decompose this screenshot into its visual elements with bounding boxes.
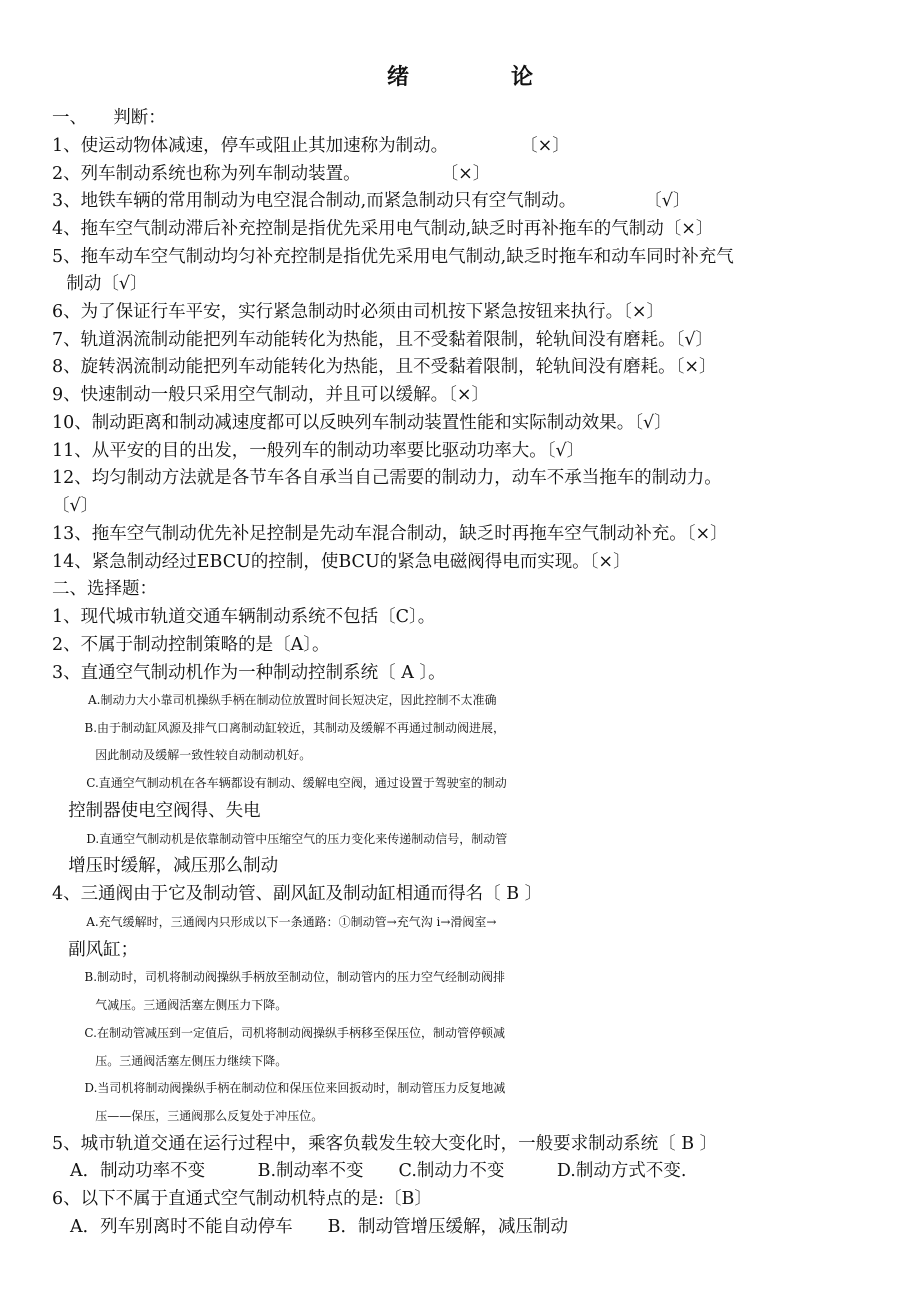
line-text: A.制动力大小靠司机操纵手柄在制动位放置时间长短决定，因此控制不太准确 [88,693,497,707]
text-line [52,326,882,354]
text-line [86,769,916,797]
line-text: A．列车别离时不能自动停车 B．制动管增压缓解，减压制动 [70,1217,568,1237]
line-text: D.直通空气制动机是依靠制动管中压缩空气的压力变化来传递制动信号，制动管 [86,832,508,846]
line-text: 13、拖车空气制动优先补足控制是先动车混合制动，缺乏时再拖车空气制动补充。〔×〕 [52,524,728,544]
answer-mark: 〔×〕 [520,136,570,156]
text-line [52,160,882,188]
line-text: 因此制动及缓解一致性较自动制动机好。 [95,748,312,762]
text-line [84,1074,914,1102]
line-text: 一、 判断： [52,108,166,128]
line-text: 2、不属于制动控制策略的是〔A〕。 [52,635,330,655]
line-text: D.当司机将制动阀操纵手柄在制动位和保压位来回扳动时，制动管压力反复地减 [84,1081,506,1095]
line-text: 14、紧急制动经过EBCU的控制，使BCU的紧急电磁阀得电而实现。〔×〕 [52,552,631,572]
line-text: C.在制动管减压到一定值后，司机将制动阀操纵手柄移至保压位，制动管停顿减 [84,1026,505,1040]
line-text: 压。三通阀活塞左侧压力继续下降。 [95,1054,288,1068]
text-line [52,298,882,326]
text-line [52,381,882,409]
line-text: 1、现代城市轨道交通车辆制动系统不包括〔C〕。 [52,607,436,627]
line-text: 10、制动距离和制动减速度都可以反映列车制动装置性能和实际制动效果。〔√〕 [52,413,672,433]
line-text: 11、从平安的目的出发，一般列车的制动功率要比驱动功率大。〔√〕 [52,441,585,461]
text-line [86,825,916,853]
text-line [52,520,882,548]
text-line [52,603,882,631]
text-line [52,187,882,215]
line-text: 控制器使电空阀得、失电 [68,801,261,821]
text-line [95,991,920,1019]
line-text: 气减压。三通阀活塞左侧压力下降。 [95,998,288,1012]
text-line [52,409,882,437]
text-line [70,1157,900,1185]
line-text: 5、拖车动车空气制动均匀补充控制是指优先采用电气制动,缺乏时拖车和动车同时补充气 [52,247,734,267]
line-text: 6、为了保证行车平安，实行紧急制动时必须由司机按下紧急按钮来执行。〔×〕 [52,302,665,322]
answer-mark: 〔√〕 [644,191,691,211]
text-line [52,575,882,603]
text-line [84,963,914,991]
text-line [52,492,882,520]
text-line [52,243,882,271]
line-text: C.直通空气制动机在各车辆都设有制动、缓解电空阀，通过设置于驾驶室的制动 [86,776,507,790]
line-text: 7、轨道涡流制动能把列车动能转化为热能，且不受黏着限制，轮轨间没有磨耗。〔√〕 [52,330,714,350]
line-text: 1、使运动物体减速，停车或阻止其加速称为制动。 [52,136,449,156]
line-text: 5、城市轨道交通在运行过程中，乘客负载发生较大变化时，一般要求制动系统〔 B 〕 [52,1134,718,1154]
line-text: B.由于制动缸风源及排气口离制动缸较近，其制动及缓解不再通过制动阀进展， [84,721,506,735]
text-line [84,1019,914,1047]
text-line [52,132,882,160]
line-text: 〔√〕 [52,496,99,516]
text-line [52,1130,882,1158]
line-text: 副风缸； [68,940,139,960]
line-text: 增压时缓解，减压那么制动 [68,856,279,876]
line-text: 3、地铁车辆的常用制动为电空混合制动,而紧急制动只有空气制动。 [52,191,577,211]
text-line [86,908,916,936]
page-title: 绪 论 [386,64,573,90]
text-line [68,852,898,880]
text-line [95,741,920,769]
line-text: B.制动时，司机将制动阀操纵手柄放至制动位，制动管内的压力空气经制动阀排 [84,970,506,984]
line-text: 4、三通阀由于它及制动管、副风缸及制动缸相通而得名〔 B 〕 [52,884,543,904]
line-text: 3、直通空气制动机作为一种制动控制系统〔 A 〕。 [52,663,446,683]
text-line [66,270,896,298]
line-text: 12、均匀制动方法就是各节车各自承当自己需要的制动力，动车不承当拖车的制动力。 [52,468,722,488]
line-text: 4、拖车空气制动滞后补充控制是指优先采用电气制动,缺乏时再补拖车的气制动〔×〕 [52,219,714,239]
line-text: A.充气缓解时，三通阀内只形成以下一条通路：①制动管→充气沟 i→滑阀室→ [86,915,497,929]
text-line [52,659,882,687]
text-line [52,548,882,576]
text-line [95,1047,920,1075]
text-line [68,797,898,825]
line-text: 6、以下不属于直通式空气制动机特点的是:〔B〕 [52,1189,432,1209]
text-line [70,1213,900,1241]
line-text: 制动〔√〕 [66,274,148,294]
text-line [95,1102,920,1130]
line-text: 2、列车制动系统也称为列车制动装置。 [52,164,361,184]
line-text: 压——保压，三通阀那么反复处于冲压位。 [95,1109,324,1123]
answer-mark: 〔×〕 [440,164,491,184]
text-line [52,104,882,132]
line-text: A．制动功率不变 B.制动率不变 C.制动力不变 D.制动方式不变. [70,1161,687,1181]
text-line [88,686,918,714]
line-text: 9、快速制动一般只采用空气制动，并且可以缓解。〔×〕 [52,385,490,405]
text-line [52,215,882,243]
text-line [52,1185,882,1213]
text-line [52,880,882,908]
line-text: 8、旋转涡流制动能把列车动能转化为热能，且不受黏着限制，轮轨间没有磨耗。〔×〕 [52,357,717,377]
line-text: 二、选择题： [52,579,157,599]
text-line [52,353,882,381]
text-line [68,936,898,964]
text-line [52,437,882,465]
text-line [52,464,882,492]
text-line [52,631,882,659]
text-line [84,714,914,742]
